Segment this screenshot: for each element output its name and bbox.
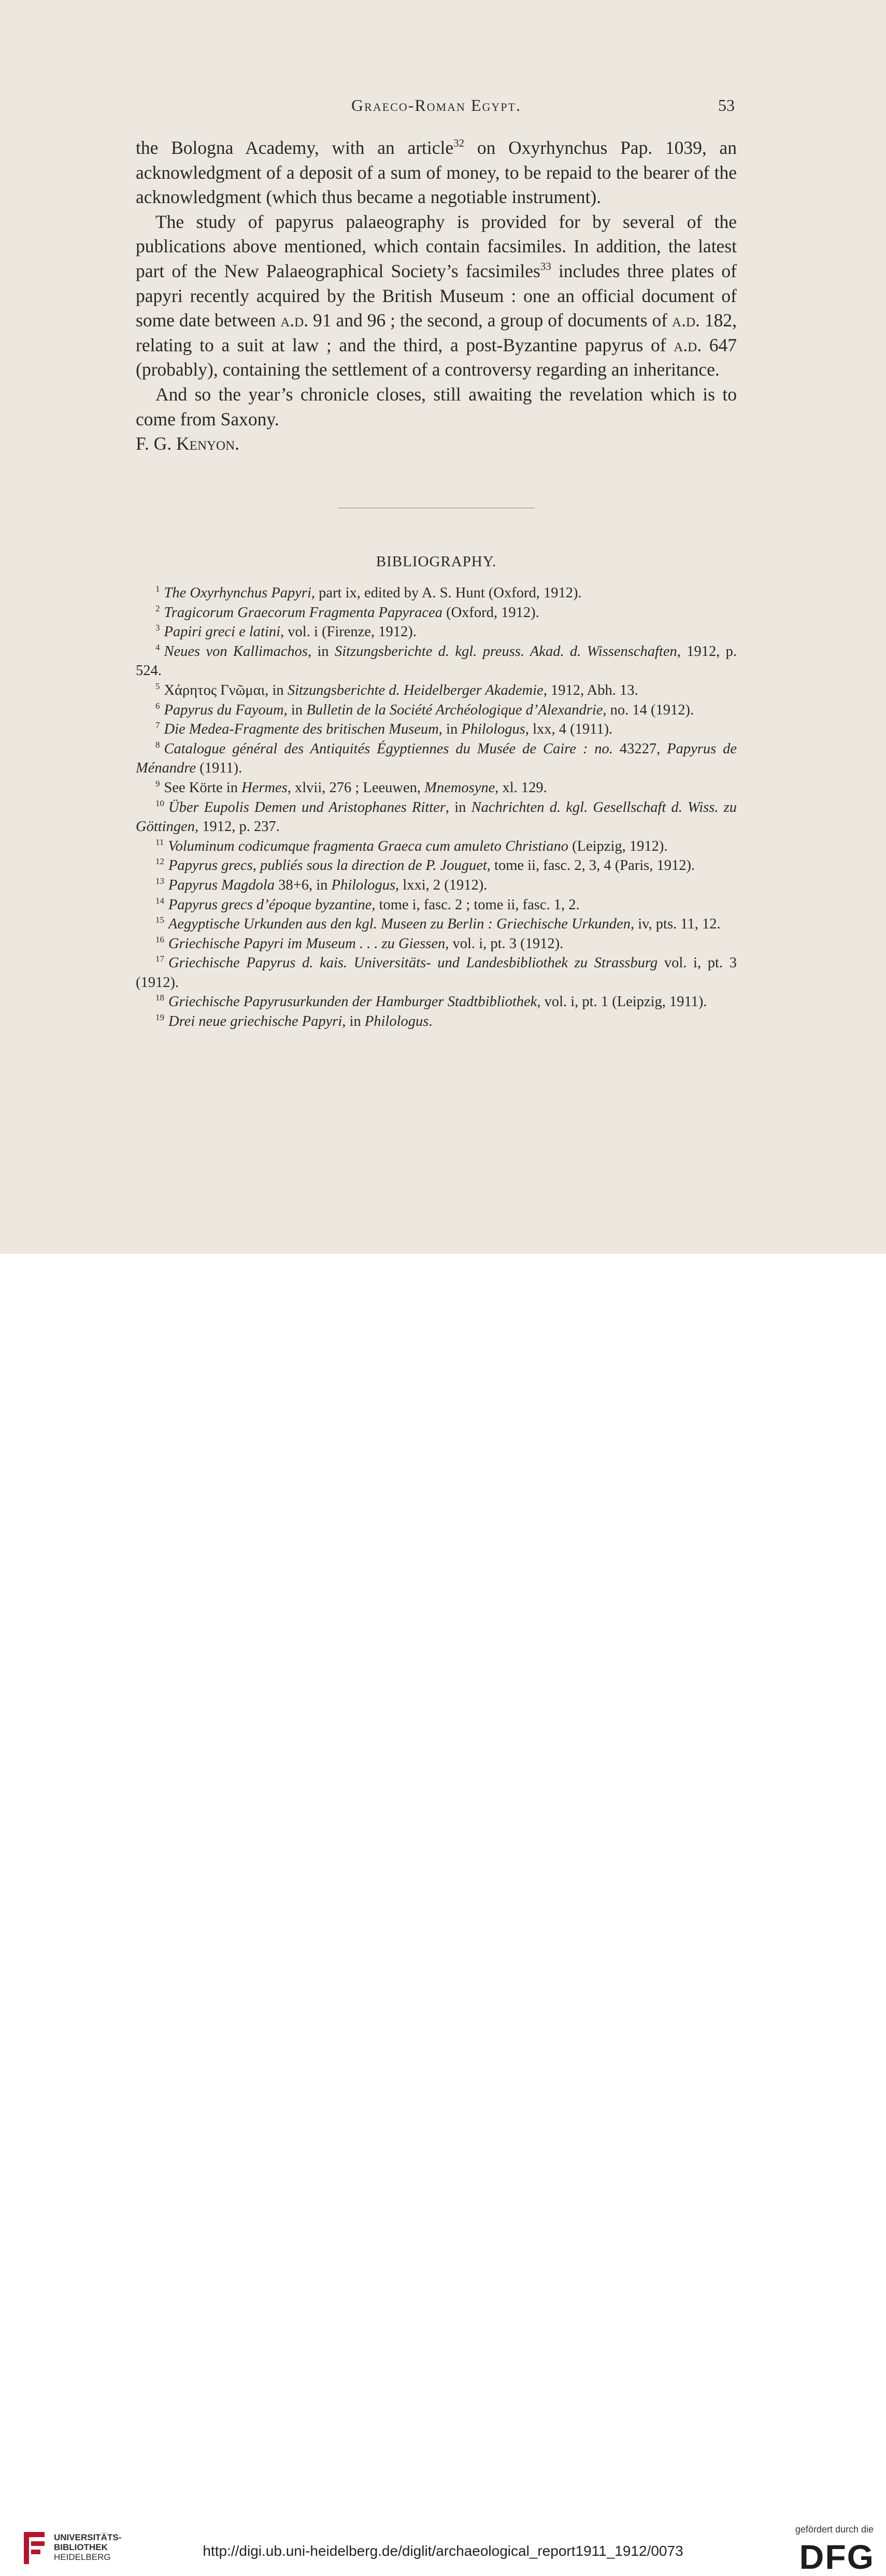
bibliography-text: (1911). (196, 760, 242, 777)
bibliography-title: Bulletin de la Société Archéologique d’Alexandrie (306, 702, 603, 718)
paragraph-2-text-d: 182, relating to a suit at law ; and the third, a post-Byzantine papyrus of (136, 310, 737, 355)
bibliography-entry-number: 9 (155, 778, 160, 789)
bibliography-entry (136, 700, 737, 720)
bibliography-entry (136, 953, 737, 992)
paragraph-2-text-b: includes three plates of papyri recently acquired by the British Museum : one an official document of some date between (136, 260, 737, 331)
bibliography-text: , 1912, p. 524. (136, 643, 737, 679)
bibliography-title: Nachrichten d. kgl. Gesellschaft d. Wiss. zu Göttingen (136, 799, 737, 835)
footnote-ref-33: 33 (540, 260, 551, 273)
bibliography-entry-number: 8 (155, 739, 160, 750)
bibliography-text: , in (438, 721, 462, 738)
bibliography-entry (136, 583, 737, 603)
bibliography-entry (136, 720, 737, 739)
bibliography-entry (136, 622, 737, 642)
bibliography-text: (Leipzig, 1912). (568, 838, 668, 854)
bibliography-entry (136, 681, 737, 700)
bibliography-text: , vol. i, pt. 3 (1912). (445, 935, 564, 952)
bibliography-text: , iv, pts. 11, 12. (630, 916, 721, 933)
bibliography-entry-number: 15 (155, 915, 164, 925)
bibliography-title: Papyrus grecs, publiés sous la direction de P. Jouguet (168, 857, 487, 874)
bibliography-entry-number: 10 (155, 798, 164, 808)
bibliography-entry-number: 6 (155, 700, 160, 711)
bibliography-entry (136, 992, 737, 1012)
bibliography-entry-number: 19 (155, 1012, 164, 1023)
page-number: 53 (718, 96, 735, 115)
bibliography-title: Griechische Papyri im Museum . . . zu Giessen (168, 935, 446, 952)
bibliography-text: , 1912, Abh. 13. (543, 682, 638, 698)
bibliography-text: . (428, 1013, 433, 1030)
bibliography-entry-number: 16 (155, 934, 164, 944)
bibliography-title: Über Eupolis Demen und Aristophanes Ritter (168, 799, 446, 815)
bibliography-title: The Oxyrhynchus Papyri (164, 585, 311, 601)
author-signature: F. G. Kenyon. (136, 433, 240, 454)
bibliography-text: , lxx, 4 (1911). (525, 721, 613, 738)
bibliography-entry (136, 798, 737, 837)
bibliography-text: , vol. i (Firenze, 1912). (280, 624, 417, 640)
bibliography-entry (136, 642, 737, 681)
bibliography-text: , vol. i, pt. 1 (Leipzig, 1911). (537, 994, 707, 1010)
bibliography-title: Philologus (331, 877, 396, 893)
bibliography-entry-number: 14 (155, 895, 164, 906)
bibliography-title: Griechische Papyrusurkunden der Hamburger Stadtbibliothek (168, 994, 537, 1010)
bibliography-text: , part ix, edited by A. S. Hunt (Oxford, 1912). (311, 585, 582, 601)
bibliography-text: , xlvii, 276 ; Leeuwen, (287, 779, 425, 796)
paragraph-1-text-b: on Oxyrhynchus Pap. 1039, an acknowledgment of a deposit of a sum of money, to be repaid to the bearer of the acknowledgment (which thus became a negotiable instrument). (136, 137, 737, 208)
bibliography-entry-number: 17 (155, 954, 164, 964)
bibliography-title: Aegyptische Urkunden aus den kgl. Museen zu Berlin : Griechische Urkunden (168, 916, 631, 933)
bibliography-text: vol. i, pt. 3 (1912). (136, 955, 737, 991)
library-name-line-1: UNIVERSITÄTS- (54, 2532, 122, 2542)
bibliography-entry-number: 5 (155, 681, 160, 691)
paragraph-2-text-c: 91 and 96 ; the second, a group of documents of (308, 310, 673, 331)
permalink-url[interactable]: http://digi.ub.uni-heidelberg.de/diglit/archaeological_report1911_1912/0073 (203, 2543, 683, 2559)
paragraph-1 (136, 136, 737, 210)
bibliography-title: Griechische Papyrus d. kais. Universitäts- und Landesbibliothek zu Strassburg (168, 955, 658, 971)
paragraph-2-text-a: The study of papyrus palaeography is provided for by several of the publications above mentioned, which contain facsimiles. In addition, the latest part of the New Palaeographical Society’s facsimiles (136, 211, 737, 281)
bibliography-title: Papyrus du Fayoum (164, 702, 284, 718)
bibliography-title: Drei neue griechische Papyri (168, 1013, 342, 1030)
bibliography-title: Philologus (461, 721, 525, 738)
bibliography-title: Papyrus Magdola (168, 877, 275, 893)
footnote-ref-32: 32 (453, 137, 465, 149)
bibliography-title: Voluminum codicumque fragmenta Graeca cum amuleto Christiano (168, 838, 568, 854)
bibliography-text: , tome ii, fasc. 2, 3, 4 (Paris, 1912). (487, 857, 695, 874)
bibliography-entry (136, 934, 737, 954)
bibliography-title: Sitzungsberichte d. kgl. preuss. Akad. d. Wissenschaften (334, 643, 677, 660)
bibliography-text: , in (283, 702, 307, 718)
bibliography-entry (136, 856, 737, 876)
bibliography-text: 43227, (612, 740, 667, 757)
bibliography-list (136, 583, 737, 1032)
era-abbrev: a.d. (280, 310, 309, 331)
paragraph-1-text-a: the Bologna Academy, with an article (136, 137, 454, 158)
library-name-line-2: BIBLIOTHEK (54, 2542, 108, 2552)
bibliography-title: Neues von Kallimachos (164, 643, 308, 660)
library-name-line-3: HEIDELBERG (54, 2552, 111, 2562)
bibliography-text: (Oxford, 1912). (442, 604, 539, 621)
bibliography-entry (136, 603, 737, 623)
bibliography-text: See Körte in (164, 779, 242, 796)
bibliography-title: Mnemosyne (424, 779, 495, 796)
bibliography-entry (136, 895, 737, 915)
bibliography-entry (136, 739, 737, 778)
bibliography-entry-number: 18 (155, 993, 164, 1003)
paragraph-3: And so the year’s chronicle closes, still awaiting the revelation which is to come from Saxony. (136, 383, 737, 430)
bibliography-entry-number: 3 (155, 623, 160, 633)
bibliography-entry (136, 876, 737, 895)
bibliography-text: Χάρητος Γνῶμαι (164, 682, 265, 698)
bibliography-text: , in (308, 643, 335, 660)
bibliography-text: , in (342, 1013, 365, 1030)
bibliography-title: Hermes (241, 779, 288, 796)
bibliography-text: , 1912, p. 237. (195, 819, 280, 835)
bibliography-text: , in (265, 682, 288, 698)
bibliography-title: Papyrus de Ménandre (136, 740, 737, 777)
era-abbrev: a.d. (674, 334, 702, 355)
digitization-footer (0, 1254, 886, 2576)
bibliography-entry-number: 1 (155, 584, 160, 594)
bibliography-entry-number: 4 (155, 642, 160, 652)
bibliography-text: , lxxi, 2 (1912). (395, 877, 488, 893)
bibliography-entry-number: 13 (155, 876, 164, 886)
bibliography-entry (136, 1012, 737, 1032)
bibliography-entry (136, 837, 737, 856)
running-head (136, 96, 737, 119)
bibliography-entry (136, 914, 737, 934)
bibliography-title: Tragicorum Graecorum Fragmenta Papyracea (164, 604, 442, 621)
era-abbrev: a.d. (672, 310, 700, 331)
bibliography-entry-number: 7 (155, 720, 160, 731)
bibliography-text: , no. 14 (1912). (603, 702, 694, 718)
paragraph-2-text-e: 647 (probably), containing the settlement of a controversy regarding an inheritance. (136, 334, 737, 380)
bibliography-title: Papyrus grecs d’époque byzantine (168, 896, 372, 913)
bibliography-entry (136, 778, 737, 798)
bibliography-title: Papiri greci e latini (164, 624, 281, 640)
bibliography-heading: BIBLIOGRAPHY. (376, 553, 497, 570)
bibliography-title: Catalogue général des Antiquités Égyptiennes du Musée de Caire : no. (164, 740, 613, 757)
bibliography-title: Die Medea-Fragmente des britischen Museum (164, 721, 439, 738)
bibliography-text: , xl. 129. (495, 779, 547, 796)
bibliography-entry-number: 11 (155, 837, 164, 847)
bibliography-text: , in (445, 799, 471, 815)
bibliography-text: 38+6, in (275, 877, 332, 893)
paragraph-2 (136, 210, 737, 382)
body-text (136, 136, 737, 456)
bibliography-entry-number: 2 (155, 603, 160, 613)
bibliography-text: , tome i, fasc. 2 ; tome ii, fasc. 1, 2. (371, 896, 580, 913)
funded-by-label: gefördert durch die (795, 2524, 874, 2535)
running-title: Graeco-Roman Egypt. (351, 96, 521, 115)
bibliography-title: Sitzungsberichte d. Heidelberger Akademie (287, 682, 544, 698)
bibliography-entry-number: 12 (155, 856, 164, 867)
bibliography-title: Philologus (364, 1013, 429, 1030)
dfg-logo: DFG (799, 2538, 875, 2576)
scanned-page (0, 0, 886, 1254)
